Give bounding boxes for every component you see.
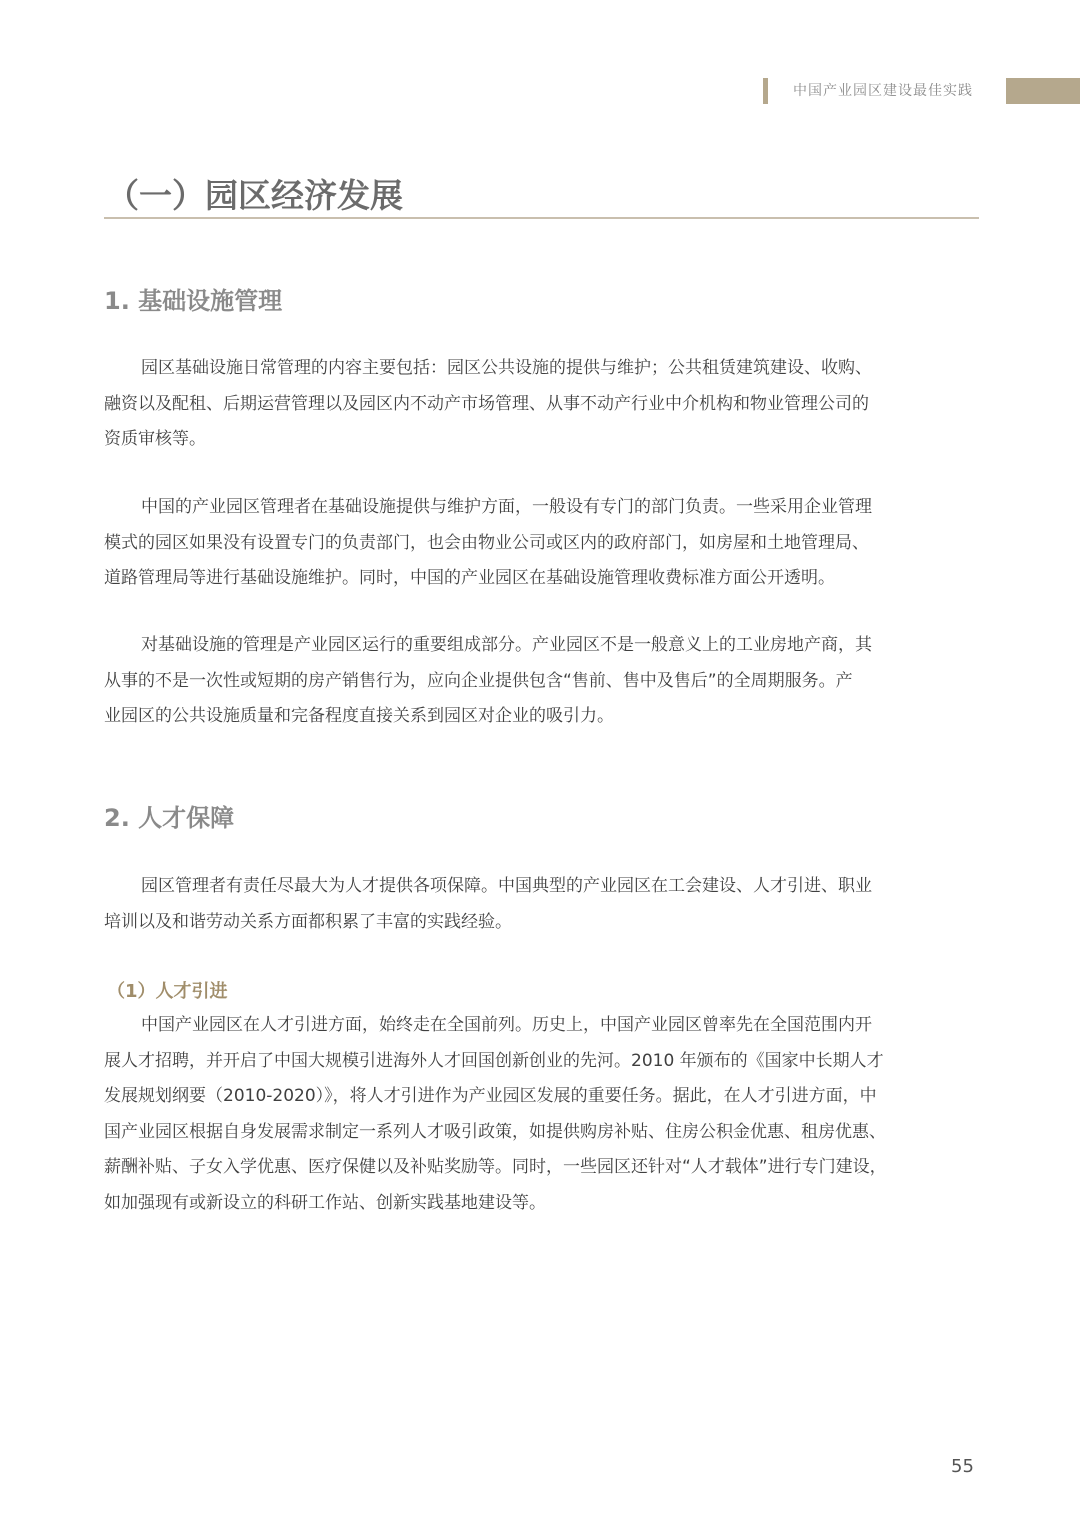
text-line: 模式的园区如果没有设置专门的负责部门，也会由物业公司或区内的政府部门，如房屋和土地管理局、 bbox=[104, 532, 869, 553]
paragraph-infrastructure-1 bbox=[104, 351, 979, 458]
running-header-title: 中国产业园区建设最佳实践 bbox=[793, 83, 973, 99]
heading-talent: 2. 人才保障 bbox=[104, 804, 235, 832]
text-line: 中国产业园区在人才引进方面，始终走在全国前列。历史上，中国产业园区曾率先在全国范围内开 bbox=[141, 1015, 872, 1035]
text-line: 园区基础设施日常管理的内容主要包括：园区公共设施的提供与维护；公共租赁建筑建设、收购、 bbox=[141, 358, 872, 378]
section-divider bbox=[104, 217, 979, 219]
header-accent-block bbox=[1006, 78, 1080, 104]
text-line: 道路管理局等进行基础设施维护。同时，中国的产业园区在基础设施管理收费标准方面公开透明。 bbox=[104, 568, 835, 588]
paragraph-talent-introduction bbox=[104, 1008, 979, 1221]
section-title: （一）园区经济发展 bbox=[106, 176, 403, 215]
paragraph-talent-1 bbox=[104, 869, 979, 940]
text-line: 从事的不是一次性或短期的房产销售行为，应向企业提供包含“售前、售中及售后”的全周期服务。产 bbox=[104, 670, 853, 691]
text-line: 对基础设施的管理是产业园区运行的重要组成部分。产业园区不是一般意义上的工业房地产商，其 bbox=[141, 635, 872, 655]
page-number: 55 bbox=[951, 1456, 974, 1477]
text-line: 如加强现有或新设立的科研工作站、创新实践基地建设等。 bbox=[104, 1192, 546, 1213]
text-line: 国产业园区根据自身发展需求制定一系列人才吸引政策，如提供购房补贴、住房公积金优惠、租房优惠、 bbox=[104, 1121, 886, 1142]
header-accent-bar bbox=[763, 78, 768, 104]
text-line: 发展规划纲要（2010-2020）》，将人才引进作为产业园区发展的重要任务。据此，在人才引进方面，中 bbox=[104, 1086, 877, 1106]
paragraph-infrastructure-3 bbox=[104, 628, 979, 735]
text-line: 中国的产业园区管理者在基础设施提供与维护方面，一般设有专门的部门负责。一些采用企业管理 bbox=[141, 497, 872, 517]
text-line: 资质审核等。 bbox=[104, 429, 206, 449]
text-line: 融资以及配租、后期运营管理以及园区内不动产市场管理、从事不动产行业中介机构和物业管理公司的 bbox=[104, 393, 869, 414]
text-line: 园区管理者有责任尽最大为人才提供各项保障。中国典型的产业园区在工会建设、人才引进、职业 bbox=[141, 876, 872, 896]
subheading-talent-introduction: （1）人才引进 bbox=[107, 981, 228, 1002]
paragraph-infrastructure-2 bbox=[104, 490, 979, 597]
heading-infrastructure: 1. 基础设施管理 bbox=[104, 287, 283, 315]
text-line: 培训以及和谐劳动关系方面都积累了丰富的实践经验。 bbox=[104, 911, 512, 932]
text-line: 展人才招聘，并开启了中国大规模引进海外人才回国创新创业的先河。2010 年颁布的《国家中长期人才 bbox=[104, 1050, 884, 1071]
text-line: 业园区的公共设施质量和完备程度直接关系到园区对企业的吸引力。 bbox=[104, 706, 614, 726]
text-line: 薪酬补贴、子女入学优惠、医疗保健以及补贴奖励等。同时，一些园区还针对“人才载体”进行专门建设， bbox=[104, 1157, 887, 1177]
